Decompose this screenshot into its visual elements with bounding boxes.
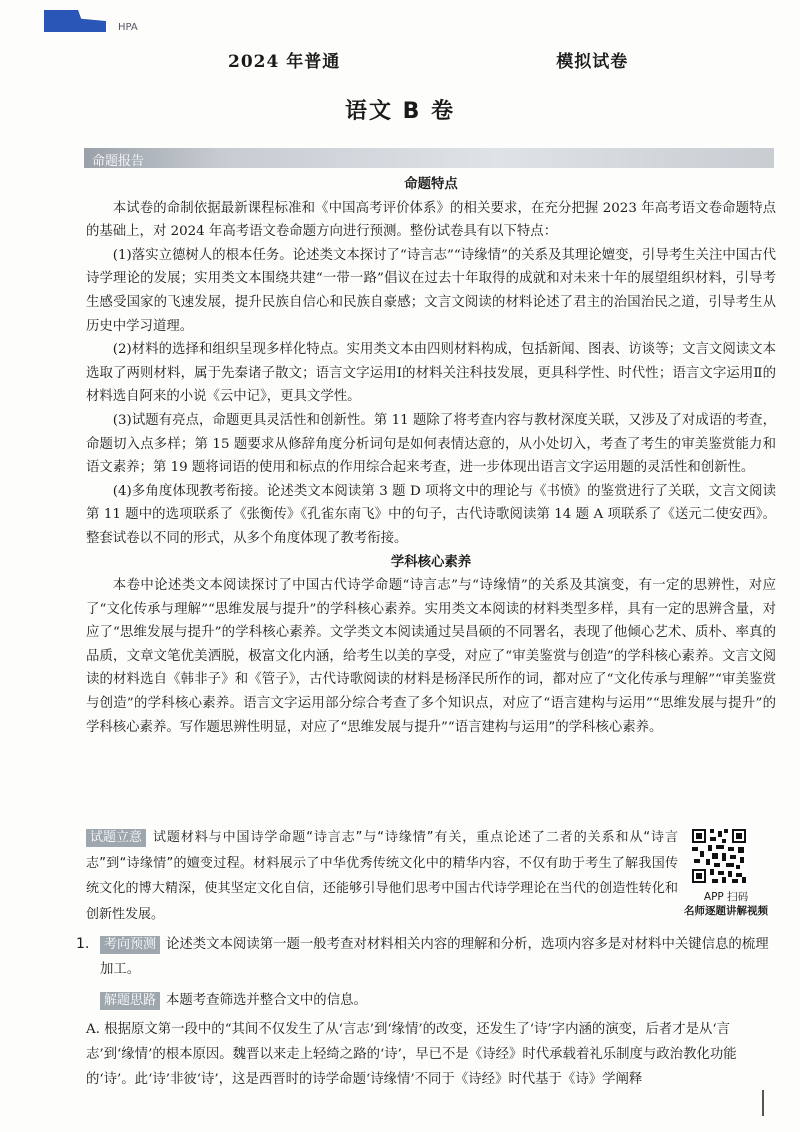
subject-title: 语文 B 卷 [344,99,456,124]
section-label: 命题报告 [92,154,145,169]
exam-header-title [228,47,648,72]
qr-caption: APP 扫码 [703,891,749,903]
header-title-left: 2024 年普通 [228,52,341,72]
purpose-text: 试题材料与中国诗学命题“诗言志”与“诗缘情”有关，重点论述了二者的关系和从“诗言志”到“诗缘情”的嬗变过程。材料展示了中华优秀传统文化中的精华内容，不仅有助于考生了解我国传统文化的博大精深，使其坚定文化自信，还能够引导他们思考中国古代诗学理论在当代的创造性转化和创新性发展。 [86,830,678,922]
question-number: 1. [76,936,90,952]
qr-caption-bold: 名师逐题讲解视频 [684,905,768,917]
predict-tag: 考向预测 [100,936,160,954]
literacy-heading: 学科核心素养 [390,554,472,570]
idea-tag: 解题思路 [100,992,160,1010]
feature-item-2: (2)材料的选择和组织呈现多样化特点。实用类文本由四则材料构成，包括新闻、图表、访谈等；文言文阅读文本选取了两则材料，属于先秦诸子散文；语言文字运用Ⅰ的材料关注科技发展，更具科学性、时代性；语言文字运用Ⅱ的材料选自阿来的小说《云中记》，更具文学性。 [86,342,776,405]
report-content [86,173,776,739]
section-bar [84,148,774,168]
idea-text: 本题考查筛选并整合文中的信息。 [166,993,367,1008]
purpose-tag: 试题立意 [86,829,146,847]
question-predict [86,932,776,982]
feature-item-1: (1)落实立德树人的根本任务。论述类文本探讨了“诗言志”“诗缘情”的关系及其理论嬗变，引导考生关注中国古代诗学理论的发展；实用类文本围绕共建“一带一路”倡议在过去十年取得的成就和对未来十年的展望组织材料，引导考生感受国家的飞速发展，提升民族自信心和民族自豪感；文言文阅读的材料论述了君主的治国治民之道，引导考生从历史中学习道理。 [86,247,776,334]
features-intro: 本试卷的命制依据最新课程标准和《中国高考评价体系》的相关要求，在充分把握 2023 年高考语文卷命题特点的基础上，对 2024 年高考语文卷命题方向进行预测。整份试卷具有以下特点： [86,200,776,240]
header-title-right: 模拟试卷 [556,52,629,72]
corner-text: HPA [118,22,138,33]
predict-text: 论述类文本阅读第一题一般考查对材料相关内容的理解和分析，选项内容多是对材料中关键信息的梳理加工。 [100,937,769,977]
qr-code-icon[interactable] [690,827,748,885]
option-a: A. 根据原文第一段中的“其间不仅发生了从‘言志’到‘缘情’的改变，还发生了‘诗’字内涵的演变，后者才是从‘言志’到‘缘情’的根本原因。魏晋以来走上轻绮之路的‘诗’，早已不是《诗经》时代承载着礼乐制度与政治教化功能的‘诗’。此‘诗’非彼‘诗’，这是西晋时的诗学命题‘诗缘情’不同于《诗经》时代基于《诗》学阐释 [86,1022,737,1087]
literacy-body: 本卷中论述类文本阅读探讨了中国古代诗学命题“诗言志”与“诗缘情”的关系及其演变，有一定的思辨性，对应了“文化传承与理解”“思维发展与提升”的学科核心素养。实用类文本阅读的材料类型多样，具有一定的思辨含量，对应了“思维发展与提升”的学科核心素养。文学类文本阅读通过吴昌硕的不同署名，表现了他倾心艺术、质朴、率真的品质，文章文笔优美洒脱，极富文化内涵，给考生以美的享受，对应了“审美鉴赏与创造”的学科核心素养。文言文阅读的材料选自《韩非子》和《管子》，古代诗歌阅读的材料是杨泽民所作的词，都对应了“文化传承与理解”“审美鉴赏与创造”的学科核心素养。语言文字运用部分综合考查了多个知识点，对应了“语言建构与运用”“思维发展与提升”的学科核心素养。写作题思辨性明显，对应了“思维发展与提升”“语言建构与运用”的学科核心素养。 [86,578,776,735]
feature-item-4: (4)多角度体现教考衔接。论述类文本阅读第 3 题 D 项将文中的理论与《书愤》的鉴赏进行了关联，文言文阅读第 11 题中的选项联系了《张衡传》《孔雀东南飞》中的句子，古代诗歌阅读第 14 题 A 项联系了《送元二使安西》。整套试卷以不同的形式，从多个角度体现了教考衔接。 [86,483,776,546]
question-idea [86,988,776,1013]
features-heading: 命题特点 [404,177,458,192]
feature-item-3: (3)试题有亮点，命题更具灵活性和创新性。第 11 题除了将考查内容与教材深度关联，又涉及了对成语的考查，命题切入点多样；第 15 题要求从修辞角度分析词句是如何表情达意的，从小处切入，考查了考生的审美鉴赏能力和语文素养；第 19 题将词语的使用和标点的作用综合起来考查，进一步体现出语言文字运用题的灵活性和创新性。 [86,412,776,476]
question-1 [76,932,776,1092]
purpose-block [86,825,678,927]
page-rule [762,1090,764,1116]
corner-logo [44,10,106,32]
